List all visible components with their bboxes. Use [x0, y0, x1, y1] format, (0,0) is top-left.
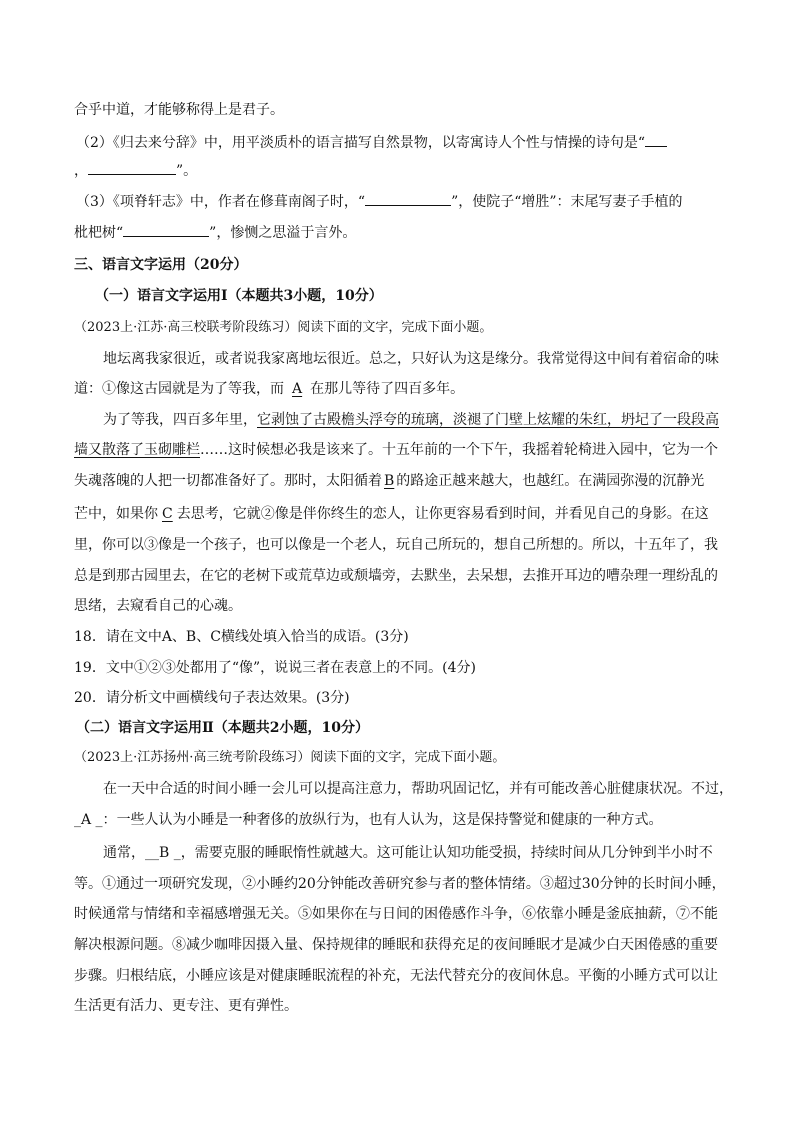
text-span: 芒中，如果你	[74, 506, 158, 522]
text-span: 通常，	[103, 845, 145, 861]
text-span: 为了等我，四百多年里，	[103, 412, 257, 428]
separator: ，	[74, 163, 88, 179]
paragraph-line: 地坛离我家很近，或者说我家离地坛很近。总之，只好认为这是缘分。我常觉得这中间有着宿命的味	[103, 351, 719, 367]
paragraph-line: 总是到那古园里去，在它的老树下或荒草边或颓墙旁，去默坐，去呆想，去推开耳边的嘈杂理一理纷乱的	[74, 568, 718, 584]
underlined-sentence: 它剥蚀了古殿檐头浮夸的琉璃，淡褪了门壁上炫耀的朱红，坍圮了一段段高	[257, 412, 719, 428]
question-19: 19．文中①②③处都用了“像”，说说三者在表意上的不同。(4分)	[74, 660, 476, 676]
text-span: 去思考，它就②像是伴你终生的恋人，让你更容易看到时间，并看见自己的身影。在这	[176, 506, 709, 522]
question-20: 20．请分析文中画横线句子表达效果。(3分)	[74, 690, 350, 706]
paragraph-line	[74, 810, 663, 830]
paragraph-line: 里，你可以③像是一个孩子，也可以像是一个老人，玩自己所玩的，想自己所想的。所以，十五年了，我	[74, 537, 718, 553]
paragraph-line: 解决根源问题。⑧减少咖啡因摄入量、保持规律的睡眠和获得充足的夜间睡眠才是减少白天困倦感的重要	[74, 937, 718, 953]
paragraph-line	[74, 471, 704, 491]
answer-blank[interactable]	[123, 222, 209, 237]
source-line: （2023上·江苏·高三校联考阶段练习）阅读下面的文字，完成下面小题。	[74, 320, 493, 335]
question-text: 枇杷树“	[74, 225, 124, 241]
question-18: 18．请在文中A、B、C横线处填入恰当的成语。(3分)	[74, 629, 409, 645]
paragraph-line: 时候通常与情绪和幸福感增强无关。⑤如果你在与日间的困倦感作斗争，⑥依靠小睡是釜底抽薪，⑦不能	[74, 906, 718, 922]
paragraph-line	[74, 504, 709, 524]
underlined-sentence: 墙又散落了玉砌雕栏	[74, 442, 200, 458]
fill-blank-a2[interactable]: _A _：	[74, 812, 117, 828]
text-span: 的路途正越来越大，也越红。在满园弥漫的沉静光	[396, 473, 705, 489]
text-span: 在那儿等待了四百多年。	[310, 381, 465, 397]
closing-quote: ”。	[176, 163, 198, 179]
text-span: ，需要克服的睡眠惰性就越大。这可能让认知功能受损，持续时间从几分钟到半小时不	[180, 845, 713, 861]
answer-blank[interactable]	[88, 160, 176, 175]
answer-blank[interactable]	[365, 191, 451, 206]
paragraph-line	[103, 843, 713, 863]
paragraph-line: 步骤。归根结底，小睡应该是对健康睡眠流程的补充，无法代替充分的夜间休息。平衡的小睡方式可以让	[74, 968, 718, 984]
fill-blank-b[interactable]: B	[384, 473, 395, 489]
answer-blank[interactable]	[645, 132, 667, 147]
question-item-2	[76, 132, 667, 153]
text-span: 一些人认为小睡是一种奢侈的放纵行为，也有人认为，这是保持警觉和健康的一种方式。	[116, 812, 663, 828]
subsection-heading: （一）语言文字运用Ⅰ（本题共3小题，10分）	[95, 288, 383, 304]
paragraph-line	[74, 379, 464, 399]
paragraph-line	[103, 410, 719, 430]
question-text: （3）《项脊轩志》中，作者在修葺南阁子时，“	[76, 194, 366, 210]
text-span: 道：①像这古园就是为了等我，而	[74, 381, 284, 397]
fill-blank-a[interactable]: A	[292, 381, 303, 397]
fill-blank-c[interactable]: C	[162, 506, 173, 522]
paragraph-line: 生活更有活力、更专注、更有弹性。	[74, 998, 298, 1014]
paragraph-line: 思绪，去窥看自己的心魂。	[74, 598, 242, 614]
fill-blank-b2[interactable]: __B _	[145, 845, 181, 861]
source-line: （2023上·江苏扬州·高三统考阶段练习）阅读下面的文字，完成下面小题。	[74, 750, 506, 765]
question-item-3-cont	[74, 222, 356, 243]
paragraph-line: 在一天中合适的时间小睡一会儿可以提高注意力，帮助巩固记忆，并有可能改善心脏健康状况。不过，	[103, 781, 733, 797]
question-text: （2）《归去来兮辞》中，用平淡质朴的语言描写自然景物，以寄寓诗人个性与情操的诗句是“	[76, 135, 646, 151]
question-item-3	[76, 191, 683, 212]
question-text: ”，使院子“增胜”：末尾写妻子手植的	[451, 194, 683, 210]
text-span: 失魂落魄的人把一切都准备好了。那时，太阳循着	[74, 473, 382, 489]
paragraph-line	[74, 440, 718, 460]
subsection-heading: （二）语言文字运用Ⅱ（本题共2小题，10分）	[76, 720, 370, 736]
paragraph-line: 等。①通过一项研究发现，②小睡约20分钟能改善研究参与者的整体情绪。③超过30分钟的长时间小睡，	[74, 876, 726, 892]
text-line: 合乎中道，才能够称得上是君子。	[74, 102, 284, 118]
question-item-2-cont	[74, 160, 197, 181]
section-heading: 三、语言文字运用（20分）	[74, 257, 248, 273]
question-text: ”，惨恻之思溢于言外。	[209, 225, 357, 241]
text-span: ……这时候想必我是该来了。十五年前的一个下午，我摇着轮椅进入园中，它为一个	[200, 442, 718, 458]
